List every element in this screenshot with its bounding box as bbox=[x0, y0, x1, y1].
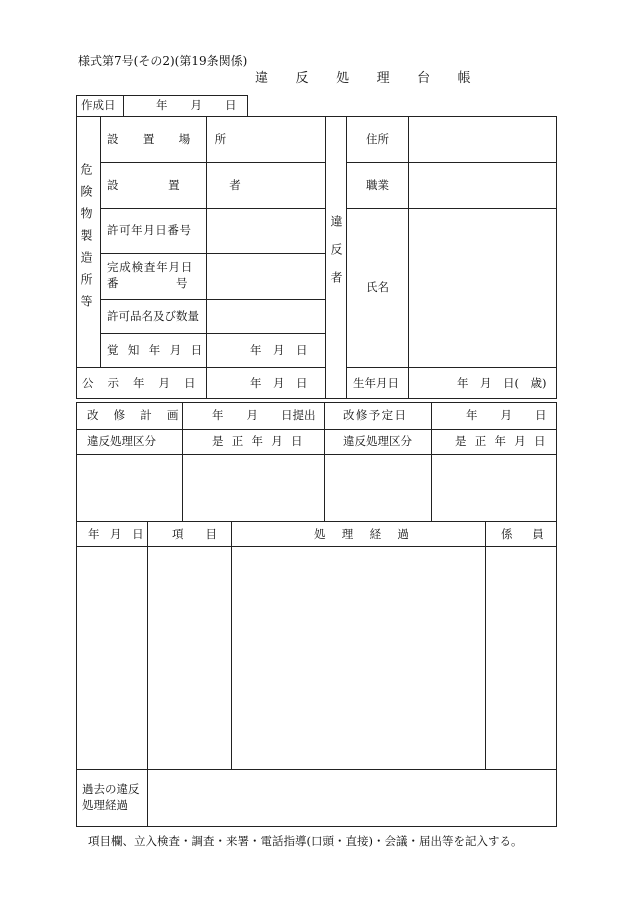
install-location-field[interactable] bbox=[207, 117, 324, 162]
birth-date-label: 生年月日 bbox=[353, 376, 399, 390]
name-field[interactable] bbox=[409, 209, 556, 367]
history-col-staff: 係 員 bbox=[501, 527, 552, 541]
permit-date-number-field[interactable] bbox=[207, 209, 324, 253]
repair-plan-label: 改 修 計 画 bbox=[87, 408, 185, 422]
correction-date-label-2: 是 正 年 月 日 bbox=[455, 434, 548, 448]
name-label: 氏名 bbox=[366, 280, 389, 294]
address-label: 住所 bbox=[366, 132, 389, 146]
scheduled-date-field[interactable]: 年 月 日 bbox=[466, 408, 547, 422]
permit-date-number-label: 許可年月日番号 bbox=[107, 223, 192, 237]
violation-category-label-1: 違反処理区分 bbox=[87, 434, 156, 448]
permit-items-field[interactable] bbox=[207, 300, 324, 333]
occupation-field[interactable] bbox=[409, 163, 556, 208]
past-history-field[interactable] bbox=[148, 770, 556, 826]
install-location-label: 設 置 場 所 bbox=[107, 132, 237, 146]
violation-category-field-1[interactable] bbox=[77, 455, 182, 521]
page-title: 違 反 処 理 台 帳 bbox=[255, 71, 483, 86]
history-col-date: 年 月 日 bbox=[88, 527, 148, 541]
facility-section-label: 危険物製造所等 bbox=[79, 163, 93, 317]
inspection-date-field[interactable] bbox=[207, 254, 324, 299]
created-date-field[interactable]: 年 月 日 bbox=[156, 98, 237, 112]
correction-date-label-1: 是 正 年 月 日 bbox=[212, 434, 305, 448]
scheduled-date-label: 改修予定日 bbox=[343, 408, 408, 422]
repair-plan-submitted-field[interactable]: 年 月 日提出 bbox=[212, 408, 316, 422]
created-label: 作成日 bbox=[81, 98, 116, 112]
inspection-date-label: 完成検査年月日 bbox=[107, 260, 194, 274]
installer-field[interactable] bbox=[207, 163, 324, 208]
installer-label: 設 置 者 bbox=[107, 178, 264, 192]
history-staff-cell[interactable] bbox=[486, 547, 556, 769]
history-col-item: 項 目 bbox=[172, 527, 227, 541]
past-history-label-line2: 処理経過 bbox=[82, 798, 128, 812]
past-history-label-line1: 過去の違反 bbox=[82, 782, 140, 796]
awareness-date-field[interactable]: 年 月 日 bbox=[250, 343, 308, 357]
violator-section-label: 違反者 bbox=[329, 215, 343, 299]
permit-items-label: 許可品名及び数量 bbox=[107, 309, 199, 323]
address-field[interactable] bbox=[409, 117, 556, 162]
inspection-number-label: 番 号 bbox=[107, 276, 188, 290]
history-process-cell[interactable] bbox=[232, 547, 485, 769]
violation-category-field-2[interactable] bbox=[325, 455, 431, 521]
history-item-cell[interactable] bbox=[148, 547, 231, 769]
form-code: 様式第7号(その2)(第19条関係) bbox=[78, 54, 248, 68]
footnote: 項目欄、立入検査・調査・来署・電話指導(口頭・直接)・会議・届出等を記入する。 bbox=[88, 834, 523, 848]
history-col-process: 処 理 経 過 bbox=[314, 527, 416, 541]
occupation-label: 職業 bbox=[366, 178, 389, 192]
birth-date-field[interactable]: 年 月 日( 歳) bbox=[457, 376, 547, 390]
awareness-date-label: 覚 知 年 月 日 bbox=[107, 343, 205, 357]
correction-date-field-1[interactable] bbox=[183, 455, 324, 521]
notice-date-field[interactable]: 年 月 日 bbox=[250, 376, 308, 390]
history-date-cell[interactable] bbox=[77, 547, 147, 769]
violation-category-label-2: 違反処理区分 bbox=[343, 434, 412, 448]
correction-date-field-2[interactable] bbox=[432, 455, 556, 521]
notice-date-label: 公 示 年 月 日 bbox=[82, 376, 201, 390]
